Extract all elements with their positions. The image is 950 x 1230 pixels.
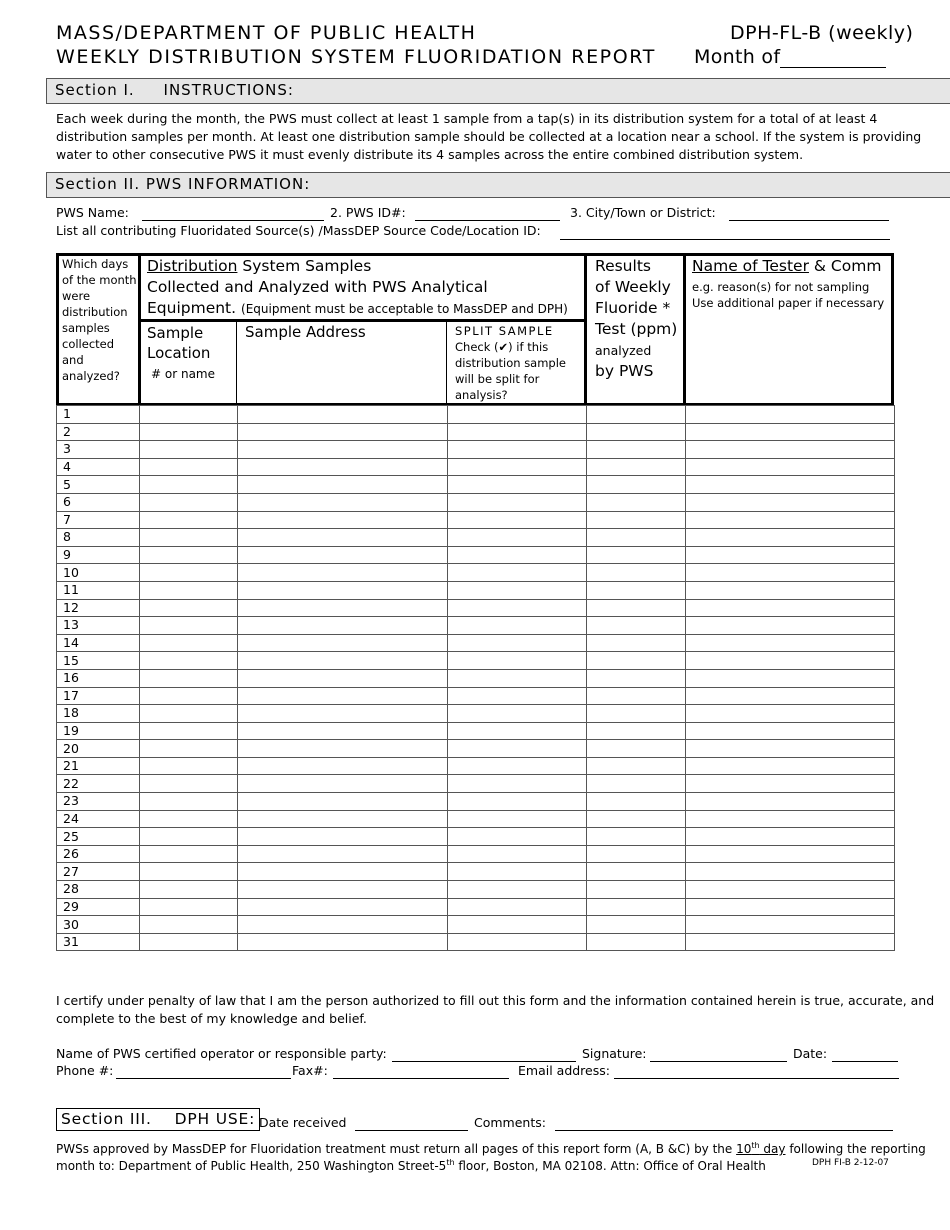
table-row xyxy=(57,669,895,687)
col-results-line5: analyzed xyxy=(595,343,652,358)
fax-field[interactable] xyxy=(333,1066,509,1079)
dist-line3: Equipment. xyxy=(147,299,237,317)
split-sample-cell[interactable] xyxy=(448,669,587,687)
sources-label: List all contributing Fluoridated Source(s) /MassDEP Source Code/Location ID: xyxy=(56,223,541,238)
sample-location-cell[interactable] xyxy=(140,916,238,934)
fluoride-result-cell[interactable] xyxy=(587,599,686,617)
sample-location-cell[interactable] xyxy=(140,757,238,775)
sample-location-cell[interactable] xyxy=(140,775,238,793)
tester-comment-cell[interactable] xyxy=(686,511,895,529)
table-row xyxy=(57,458,895,476)
split-sample-cell[interactable] xyxy=(448,634,587,652)
day-number: 1 xyxy=(57,406,140,424)
day-number: 25 xyxy=(57,828,140,846)
sources-field[interactable] xyxy=(560,227,890,240)
split-sample-cell[interactable] xyxy=(448,423,587,441)
tester-comment-cell[interactable] xyxy=(686,599,895,617)
split-sample-cell[interactable] xyxy=(448,740,587,758)
col-results-line2: of Weekly xyxy=(595,278,671,296)
tester-comment-cell[interactable] xyxy=(686,916,895,934)
sample-address-cell[interactable] xyxy=(238,564,448,582)
section-2-bar xyxy=(46,172,950,198)
split-sample-cell[interactable] xyxy=(448,881,587,899)
table-row xyxy=(57,581,895,599)
split-sample-cell[interactable] xyxy=(448,687,587,705)
comments-field[interactable] xyxy=(555,1118,893,1131)
tester-comment-cell[interactable] xyxy=(686,775,895,793)
section-1-bar xyxy=(46,78,950,104)
fluoride-result-cell[interactable] xyxy=(587,634,686,652)
footer-line2-a: month to: Department of Public Health, 250 Washington Street-5 xyxy=(56,1159,447,1173)
col-tester-note1: e.g. reason(s) for not sampling xyxy=(692,280,870,294)
sample-location-cell[interactable] xyxy=(140,722,238,740)
split-sample-cell[interactable] xyxy=(448,441,587,459)
table-row xyxy=(57,828,895,846)
col-split-header xyxy=(455,323,583,403)
day-number: 19 xyxy=(57,722,140,740)
split-sample-cell[interactable] xyxy=(448,810,587,828)
sample-address-cell[interactable] xyxy=(238,406,448,424)
day-number: 30 xyxy=(57,916,140,934)
split-sample-cell[interactable] xyxy=(448,617,587,635)
day-number: 18 xyxy=(57,705,140,723)
date-label: Date: xyxy=(793,1046,828,1061)
footer-text-b: following the reporting xyxy=(785,1142,926,1156)
pws-name-field[interactable] xyxy=(142,208,324,221)
day-number: 31 xyxy=(57,933,140,951)
split-sample-cell[interactable] xyxy=(448,529,587,547)
day-number: 22 xyxy=(57,775,140,793)
table-row xyxy=(57,564,895,582)
phone-field[interactable] xyxy=(116,1066,291,1079)
day-number: 21 xyxy=(57,757,140,775)
tester-comment-cell[interactable] xyxy=(686,423,895,441)
sample-location-cell[interactable] xyxy=(140,933,238,951)
table-row xyxy=(57,652,895,670)
sample-address-cell[interactable] xyxy=(238,599,448,617)
col-location-line3: # or name xyxy=(151,367,215,381)
sample-address-cell[interactable] xyxy=(238,493,448,511)
fluoride-result-cell[interactable] xyxy=(587,898,686,916)
split-sample-cell[interactable] xyxy=(448,564,587,582)
fluoride-result-cell[interactable] xyxy=(587,493,686,511)
fluoride-result-cell[interactable] xyxy=(587,476,686,494)
sample-address-cell[interactable] xyxy=(238,705,448,723)
sample-address-cell[interactable] xyxy=(238,863,448,881)
tester-comment-cell[interactable] xyxy=(686,581,895,599)
day-number: 4 xyxy=(57,458,140,476)
dist-title-underlined: Distribution xyxy=(147,257,238,275)
signature-field[interactable] xyxy=(650,1049,787,1062)
tester-comment-cell[interactable] xyxy=(686,722,895,740)
tester-comment-cell[interactable] xyxy=(686,617,895,635)
tester-comment-cell[interactable] xyxy=(686,863,895,881)
form-id: DPH-FL-B (weekly) xyxy=(730,22,914,44)
sample-address-cell[interactable] xyxy=(238,546,448,564)
tester-comment-cell[interactable] xyxy=(686,757,895,775)
table-row xyxy=(57,845,895,863)
table-row xyxy=(57,775,895,793)
sample-location-cell[interactable] xyxy=(140,898,238,916)
sample-address-cell[interactable] xyxy=(238,652,448,670)
footer-due-word: day xyxy=(759,1142,786,1156)
col-split-text: Check (✔) if this distribution sample will be split for analysis? xyxy=(455,340,567,402)
city-field[interactable] xyxy=(729,208,889,221)
fluoride-result-cell[interactable] xyxy=(587,793,686,811)
sample-address-cell[interactable] xyxy=(238,775,448,793)
day-number: 10 xyxy=(57,564,140,582)
sample-location-cell[interactable] xyxy=(140,793,238,811)
sample-grid xyxy=(56,405,895,951)
sample-location-cell[interactable] xyxy=(140,546,238,564)
table-row xyxy=(57,599,895,617)
sample-location-cell[interactable] xyxy=(140,810,238,828)
date-received-label: Date received xyxy=(259,1115,347,1130)
fluoride-result-cell[interactable] xyxy=(587,652,686,670)
report-title: WEEKLY DISTRIBUTION SYSTEM FLUORIDATION REPORT xyxy=(56,46,656,68)
sample-address-cell[interactable] xyxy=(238,828,448,846)
fluoride-result-cell[interactable] xyxy=(587,617,686,635)
signature-label: Signature: xyxy=(582,1046,647,1061)
pws-name-label: PWS Name: xyxy=(56,205,129,220)
col-tester-underlined: Name of Tester xyxy=(692,257,809,275)
split-sample-cell[interactable] xyxy=(448,493,587,511)
agency-title: MASS/DEPARTMENT OF PUBLIC HEALTH xyxy=(56,22,477,44)
table-row xyxy=(57,863,895,881)
email-label: Email address: xyxy=(518,1063,610,1078)
fax-label: Fax#: xyxy=(292,1063,328,1078)
split-sample-cell[interactable] xyxy=(448,863,587,881)
day-number: 11 xyxy=(57,581,140,599)
day-number: 7 xyxy=(57,511,140,529)
phone-label: Phone #: xyxy=(56,1063,114,1078)
day-number: 13 xyxy=(57,617,140,635)
sample-address-cell[interactable] xyxy=(238,687,448,705)
day-number: 5 xyxy=(57,476,140,494)
day-number: 9 xyxy=(57,546,140,564)
col-results-line4: Test (ppm) xyxy=(595,320,678,338)
table-row xyxy=(57,705,895,723)
fluoride-result-cell[interactable] xyxy=(587,564,686,582)
sample-address-cell[interactable] xyxy=(238,933,448,951)
sample-location-cell[interactable] xyxy=(140,669,238,687)
table-row xyxy=(57,493,895,511)
col-tester-rest: & Comm xyxy=(808,257,882,275)
header-divider xyxy=(446,321,447,405)
comments-label: Comments: xyxy=(474,1115,546,1130)
table-row xyxy=(57,687,895,705)
fluoride-result-cell[interactable] xyxy=(587,705,686,723)
fluoride-result-cell[interactable] xyxy=(587,546,686,564)
month-label: Month of xyxy=(694,46,781,68)
tester-comment-cell[interactable] xyxy=(686,881,895,899)
header-divider xyxy=(138,253,141,406)
month-field[interactable] xyxy=(780,50,886,68)
table-row xyxy=(57,722,895,740)
tester-comment-cell[interactable] xyxy=(686,406,895,424)
fluoride-result-cell[interactable] xyxy=(587,669,686,687)
dist-title-rest: System Samples xyxy=(237,257,372,275)
day-number: 6 xyxy=(57,493,140,511)
tester-comment-cell[interactable] xyxy=(686,828,895,846)
fluoride-result-cell[interactable] xyxy=(587,722,686,740)
sample-location-cell[interactable] xyxy=(140,634,238,652)
fluoride-result-cell[interactable] xyxy=(587,933,686,951)
day-number: 27 xyxy=(57,863,140,881)
split-sample-cell[interactable] xyxy=(448,845,587,863)
col-results-line6: by PWS xyxy=(595,362,654,380)
day-number: 15 xyxy=(57,652,140,670)
fluoride-result-cell[interactable] xyxy=(587,458,686,476)
email-field[interactable] xyxy=(614,1066,899,1079)
pws-id-label: 2. PWS ID#: xyxy=(330,205,406,220)
fluoride-result-cell[interactable] xyxy=(587,581,686,599)
sample-location-cell[interactable] xyxy=(140,599,238,617)
tester-comment-cell[interactable] xyxy=(686,458,895,476)
tester-comment-cell[interactable] xyxy=(686,529,895,547)
fluoride-result-cell[interactable] xyxy=(587,775,686,793)
form-code: DPH FI-B 2-12-07 xyxy=(812,1158,889,1168)
sample-location-cell[interactable] xyxy=(140,581,238,599)
table-row xyxy=(57,810,895,828)
split-sample-cell[interactable] xyxy=(448,406,587,424)
tester-comment-cell[interactable] xyxy=(686,493,895,511)
fluoride-result-cell[interactable] xyxy=(587,740,686,758)
sample-address-cell[interactable] xyxy=(238,511,448,529)
sample-address-cell[interactable] xyxy=(238,634,448,652)
instructions-text: Each week during the month, the PWS must collect at least 1 sample from a tap(s) in its distribution system for a total of at least 4 distribution samples per month. At least one distribution sample should be collected at a location near a school. If the system is providing water to other consecutive PWS it must evenly distribute its 4 samples across the entire combined distribution system. xyxy=(56,111,922,162)
sample-address-cell[interactable] xyxy=(238,898,448,916)
day-number: 28 xyxy=(57,881,140,899)
table-row xyxy=(57,423,895,441)
day-number: 14 xyxy=(57,634,140,652)
table-row xyxy=(57,441,895,459)
tester-comment-cell[interactable] xyxy=(686,810,895,828)
fluoride-result-cell[interactable] xyxy=(587,406,686,424)
fluoride-result-cell[interactable] xyxy=(587,845,686,863)
footer-line2-sup: th xyxy=(446,1158,455,1167)
sample-address-cell[interactable] xyxy=(238,810,448,828)
col-tester-header xyxy=(692,256,892,318)
sample-location-cell[interactable] xyxy=(140,863,238,881)
col-results-header xyxy=(595,256,683,382)
split-sample-cell[interactable] xyxy=(448,511,587,529)
col-location-header xyxy=(147,323,235,384)
sample-address-cell[interactable] xyxy=(238,881,448,899)
sample-location-cell[interactable] xyxy=(140,828,238,846)
sample-address-cell[interactable] xyxy=(238,458,448,476)
col-split-title: SPLIT SAMPLE xyxy=(455,324,554,338)
sample-location-cell[interactable] xyxy=(140,705,238,723)
col-tester-note2: Use additional paper if necessary xyxy=(692,296,885,310)
footer-due-num: 10 xyxy=(736,1142,752,1156)
split-sample-cell[interactable] xyxy=(448,581,587,599)
table-row xyxy=(57,793,895,811)
header-divider xyxy=(584,253,587,406)
sample-location-cell[interactable] xyxy=(140,493,238,511)
sample-location-cell[interactable] xyxy=(140,687,238,705)
fluoride-result-cell[interactable] xyxy=(587,511,686,529)
tester-comment-cell[interactable] xyxy=(686,564,895,582)
fluoride-result-cell[interactable] xyxy=(587,916,686,934)
tester-comment-cell[interactable] xyxy=(686,669,895,687)
sample-address-cell[interactable] xyxy=(238,441,448,459)
sample-location-cell[interactable] xyxy=(140,476,238,494)
dist-line2: Collected and Analyzed with PWS Analytical xyxy=(147,278,488,296)
tester-comment-cell[interactable] xyxy=(686,845,895,863)
table-row xyxy=(57,898,895,916)
section-2-label: Section II. PWS INFORMATION: xyxy=(55,175,311,193)
col-location-line1: Sample xyxy=(147,324,204,342)
fluoride-result-cell[interactable] xyxy=(587,687,686,705)
tester-comment-cell[interactable] xyxy=(686,634,895,652)
table-row xyxy=(57,634,895,652)
sample-address-cell[interactable] xyxy=(238,581,448,599)
sample-location-cell[interactable] xyxy=(140,617,238,635)
tester-comment-cell[interactable] xyxy=(686,476,895,494)
fluoride-result-cell[interactable] xyxy=(587,757,686,775)
tester-comment-cell[interactable] xyxy=(686,441,895,459)
tester-comment-cell[interactable] xyxy=(686,898,895,916)
table-row xyxy=(57,881,895,899)
sample-address-cell[interactable] xyxy=(238,793,448,811)
split-sample-cell[interactable] xyxy=(448,916,587,934)
col-location-line2: Location xyxy=(147,344,211,362)
sample-address-cell[interactable] xyxy=(238,669,448,687)
footer-line2-b: floor, Boston, MA 02108. Attn: Office of Oral Health xyxy=(454,1159,766,1173)
split-sample-cell[interactable] xyxy=(448,793,587,811)
split-sample-cell[interactable] xyxy=(448,599,587,617)
sample-location-cell[interactable] xyxy=(140,881,238,899)
split-sample-cell[interactable] xyxy=(448,933,587,951)
sample-address-cell[interactable] xyxy=(238,845,448,863)
header-divider xyxy=(683,253,686,406)
section-1-label: Section I. INSTRUCTIONS: xyxy=(55,81,294,99)
col-address-header: Sample Address xyxy=(245,323,366,341)
dist-header xyxy=(147,256,583,320)
fluoride-result-cell[interactable] xyxy=(587,529,686,547)
fluoride-result-cell[interactable] xyxy=(587,441,686,459)
sample-location-cell[interactable] xyxy=(140,652,238,670)
sample-location-cell[interactable] xyxy=(140,740,238,758)
footer-text-a: PWSs approved by MassDEP for Fluoridation treatment must return all pages of this report form (A, B &C) by the xyxy=(56,1142,737,1156)
day-number: 23 xyxy=(57,793,140,811)
day-number: 16 xyxy=(57,669,140,687)
day-number: 26 xyxy=(57,845,140,863)
sample-address-cell[interactable] xyxy=(238,722,448,740)
day-number: 8 xyxy=(57,529,140,547)
table-row xyxy=(57,529,895,547)
table-row xyxy=(57,933,895,951)
day-number: 29 xyxy=(57,898,140,916)
certification-text: I certify under penalty of law that I am the person authorized to fill out this form and the information contained herein is true, accurate, and complete to the best of my knowledge and belief. xyxy=(56,993,935,1026)
split-sample-cell[interactable] xyxy=(448,828,587,846)
table-row xyxy=(57,916,895,934)
split-sample-cell[interactable] xyxy=(448,458,587,476)
date-field[interactable] xyxy=(832,1049,898,1062)
footer-line2 xyxy=(56,1154,766,1175)
split-sample-cell[interactable] xyxy=(448,898,587,916)
sample-address-cell[interactable] xyxy=(238,757,448,775)
table-row xyxy=(57,740,895,758)
tester-comment-cell[interactable] xyxy=(686,793,895,811)
day-number: 17 xyxy=(57,687,140,705)
sample-address-cell[interactable] xyxy=(238,476,448,494)
sample-location-cell[interactable] xyxy=(140,441,238,459)
split-sample-cell[interactable] xyxy=(448,546,587,564)
sample-address-cell[interactable] xyxy=(238,423,448,441)
col-days-header: Which days of the month were distribution samples collected and analyzed? xyxy=(62,257,137,383)
tester-comment-cell[interactable] xyxy=(686,705,895,723)
section-3-label: Section III. DPH USE: xyxy=(56,1108,260,1131)
tester-comment-cell[interactable] xyxy=(686,740,895,758)
header-divider xyxy=(236,321,237,405)
sample-location-cell[interactable] xyxy=(140,564,238,582)
day-number: 24 xyxy=(57,810,140,828)
tester-comment-cell[interactable] xyxy=(686,652,895,670)
fluoride-result-cell[interactable] xyxy=(587,863,686,881)
sample-address-cell[interactable] xyxy=(238,529,448,547)
split-sample-cell[interactable] xyxy=(448,476,587,494)
split-sample-cell[interactable] xyxy=(448,652,587,670)
tester-comment-cell[interactable] xyxy=(686,546,895,564)
split-sample-cell[interactable] xyxy=(448,722,587,740)
day-number: 20 xyxy=(57,740,140,758)
col-results-line3: Fluoride * xyxy=(595,299,671,317)
sample-location-cell[interactable] xyxy=(140,406,238,424)
fluoride-result-cell[interactable] xyxy=(587,881,686,899)
day-number: 12 xyxy=(57,599,140,617)
city-label: 3. City/Town or District: xyxy=(570,205,716,220)
dist-line3-note: (Equipment must be acceptable to MassDEP and DPH) xyxy=(241,302,568,316)
pws-id-field[interactable] xyxy=(415,208,560,221)
fluoride-result-cell[interactable] xyxy=(587,810,686,828)
split-sample-cell[interactable] xyxy=(448,705,587,723)
sample-location-cell[interactable] xyxy=(140,529,238,547)
day-number: 3 xyxy=(57,441,140,459)
tester-comment-cell[interactable] xyxy=(686,933,895,951)
split-sample-cell[interactable] xyxy=(448,775,587,793)
operator-label: Name of PWS certified operator or responsible party: xyxy=(56,1046,387,1061)
sample-location-cell[interactable] xyxy=(140,511,238,529)
table-row xyxy=(57,546,895,564)
table-row xyxy=(57,476,895,494)
split-sample-cell[interactable] xyxy=(448,757,587,775)
table-row xyxy=(57,617,895,635)
day-number: 2 xyxy=(57,423,140,441)
sample-location-cell[interactable] xyxy=(140,423,238,441)
footer-due-sup: th xyxy=(751,1141,760,1150)
fluoride-result-cell[interactable] xyxy=(587,423,686,441)
table-row xyxy=(57,406,895,424)
sample-location-cell[interactable] xyxy=(140,458,238,476)
col-results-line1: Results xyxy=(595,257,651,275)
table-row xyxy=(57,511,895,529)
sample-location-cell[interactable] xyxy=(140,845,238,863)
operator-field[interactable] xyxy=(392,1049,576,1062)
tester-comment-cell[interactable] xyxy=(686,687,895,705)
sample-address-cell[interactable] xyxy=(238,916,448,934)
sample-address-cell[interactable] xyxy=(238,617,448,635)
table-row xyxy=(57,757,895,775)
sample-address-cell[interactable] xyxy=(238,740,448,758)
fluoride-result-cell[interactable] xyxy=(587,828,686,846)
date-received-field[interactable] xyxy=(355,1118,468,1131)
